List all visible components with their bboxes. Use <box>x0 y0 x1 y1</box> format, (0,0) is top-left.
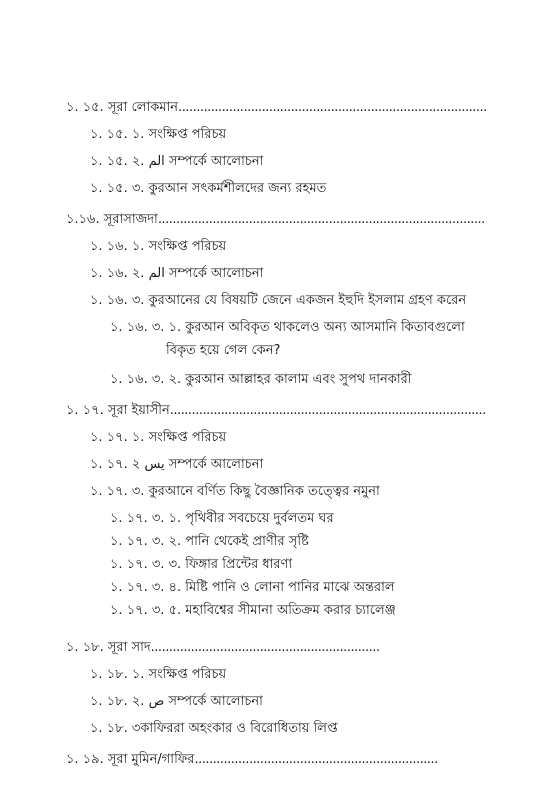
toc-subsection-entry <box>110 603 396 619</box>
toc-entry-title: الم সম্পর্কে আলোচনা <box>148 154 264 169</box>
toc-subsection-entry <box>90 484 380 500</box>
toc-entry-title: মিষ্টি পানি ও লোনা পানির মাঝে অন্তরাল <box>185 580 395 595</box>
toc-entry-number: ১.১৬. <box>66 212 104 227</box>
toc-section-entry <box>66 100 487 116</box>
toc-entry-title: বিকৃত হয়ে গেল কেন? <box>166 343 281 358</box>
toc-entry-number: ১. ১৮. <box>66 640 108 655</box>
toc-entry-title: মহাবিশ্বের সীমানা অতিক্রম করার চ্যালেঞ্জ <box>185 603 396 618</box>
toc-dot-leader: .......................................................................................... <box>157 212 485 227</box>
toc-entry-title: ৩কাফিররা অহংকার ও বিরোধিতায় লিপ্ত <box>131 721 338 736</box>
toc-section-entry <box>66 403 486 419</box>
toc-entry-number: ১. ১৭. ১. <box>90 430 149 445</box>
toc-dot-leader: ....................................................................................... <box>169 403 486 418</box>
toc-entry-title: পানি থেকেই প্রাণীর সৃষ্টি <box>185 534 309 549</box>
toc-entry-title: কুরআন অবিকৃত থাকলেও অন্য আসমানি কিতাবগুলো <box>185 320 465 335</box>
toc-entry-title: কুরআনে বর্ণিত কিছু বৈজ্ঞানিক তত্ত্বের নমুনা <box>148 484 380 499</box>
toc-entry-title: পৃথিবীর সবচেয়ে দুর্বলতম ঘর <box>185 511 334 526</box>
toc-entry-number: ১. ১৮. ১. <box>90 667 149 682</box>
toc-entry-number: ১. ১৭. <box>66 403 108 418</box>
toc-entry-number: ১. ১৬. ১. <box>90 239 149 254</box>
toc-entry-title: সংক্ষিপ্ত পরিচয় <box>148 127 227 142</box>
toc-entry-title: সূরা সাদ <box>107 640 151 655</box>
toc-dot-leader: ..................................................................................... <box>178 100 487 115</box>
toc-entry-number: ১. ১৮. ২. <box>90 694 149 709</box>
toc-subsection-entry <box>110 534 309 550</box>
toc-entry-title: সূরা লোকমান <box>107 100 179 115</box>
toc-dot-leader: ................................................................... <box>194 752 438 767</box>
toc-section-entry <box>66 752 438 768</box>
toc-entry-title: কুরআনের যে বিষয়টি জেনে একজন ইহুদি ইসলাম গ্রহণ করেন <box>148 293 467 308</box>
toc-entry-number: ১. ১৭. ৩. ৩. <box>110 557 186 572</box>
toc-subsection-entry <box>110 372 411 388</box>
toc-entry-number: ১. ১৫. ১. <box>90 127 149 142</box>
toc-subsection-entry <box>110 511 334 527</box>
toc-subsection-entry <box>90 430 226 446</box>
toc-entry-number: ১. ১৫. <box>66 100 108 115</box>
toc-entry-title: সংক্ষিপ্ত পরিচয় <box>148 667 227 682</box>
toc-subsection-entry <box>110 320 465 336</box>
toc-entry-number: ১. ১৫. ২. <box>90 154 149 169</box>
toc-dot-leader: ............................................................... <box>150 640 380 655</box>
toc-subsection-entry <box>90 127 226 143</box>
toc-entry-number: ১. ১৭. ৩. ২. <box>110 534 186 549</box>
toc-entry-number: ১. ১৬. ৩. ১. <box>110 320 186 335</box>
toc-subsection-entry <box>90 457 263 473</box>
toc-entry-continuation <box>166 343 280 359</box>
toc-entry-number: ১. ১৬. ৩. ২. <box>110 372 186 387</box>
toc-entry-number: ১. ১৭. ৩. ৪. <box>110 580 186 595</box>
toc-subsection-entry <box>110 557 292 573</box>
toc-subsection-entry <box>90 181 326 197</box>
toc-subsection-entry <box>90 721 338 737</box>
toc-entry-title: কুরআন সৎকর্মশীলদের জন্য রহমত <box>148 181 327 196</box>
toc-subsection-entry <box>90 667 226 683</box>
toc-subsection-entry <box>110 580 395 596</box>
toc-entry-title: ص সম্পর্কে আলোচনা <box>148 694 263 709</box>
toc-entry-number: ১. ১৭. ৩. ৫. <box>110 603 186 618</box>
toc-entry-number: ১. ১৬. ২. <box>90 266 149 281</box>
toc-entry-number: ১. ১৯. <box>66 752 108 767</box>
toc-subsection-entry <box>90 239 226 255</box>
toc-entry-title: ফিঙ্গার প্রিন্টের ধারণা <box>185 557 293 572</box>
toc-entry-title: সংক্ষিপ্ত পরিচয় <box>148 239 227 254</box>
toc-subsection-entry <box>90 154 263 170</box>
toc-subsection-entry <box>90 293 466 309</box>
toc-subsection-entry <box>90 266 263 282</box>
toc-entry-title: الم সম্পর্কে আলোচনা <box>148 266 264 281</box>
toc-entry-title: সূরা মুমিন/গাফির <box>107 752 195 767</box>
toc-entry-number: ১. ১৭. ২ <box>90 457 145 472</box>
toc-section-entry <box>66 640 380 656</box>
toc-entry-number: ১. ১৬. ৩. <box>90 293 149 308</box>
toc-entry-title: يس সম্পর্কে আলোচনা <box>144 457 264 472</box>
toc-subsection-entry <box>90 694 263 710</box>
toc-entry-title: কুরআন আল্লাহর কালাম এবং সুপথ দানকারী <box>185 372 412 387</box>
toc-entry-title: সূরাসাজদা <box>103 212 158 227</box>
toc-entry-title: সংক্ষিপ্ত পরিচয় <box>148 430 227 445</box>
toc-section-entry <box>66 212 485 228</box>
toc-entry-number: ১. ১৭. ৩. <box>90 484 149 499</box>
toc-entry-number: ১. ১৮. <box>90 721 132 736</box>
toc-entry-number: ১. ১৭. ৩. ১. <box>110 511 186 526</box>
toc-entry-number: ১. ১৫. ৩. <box>90 181 149 196</box>
toc-entry-title: সূরা ইয়াসীন <box>107 403 170 418</box>
